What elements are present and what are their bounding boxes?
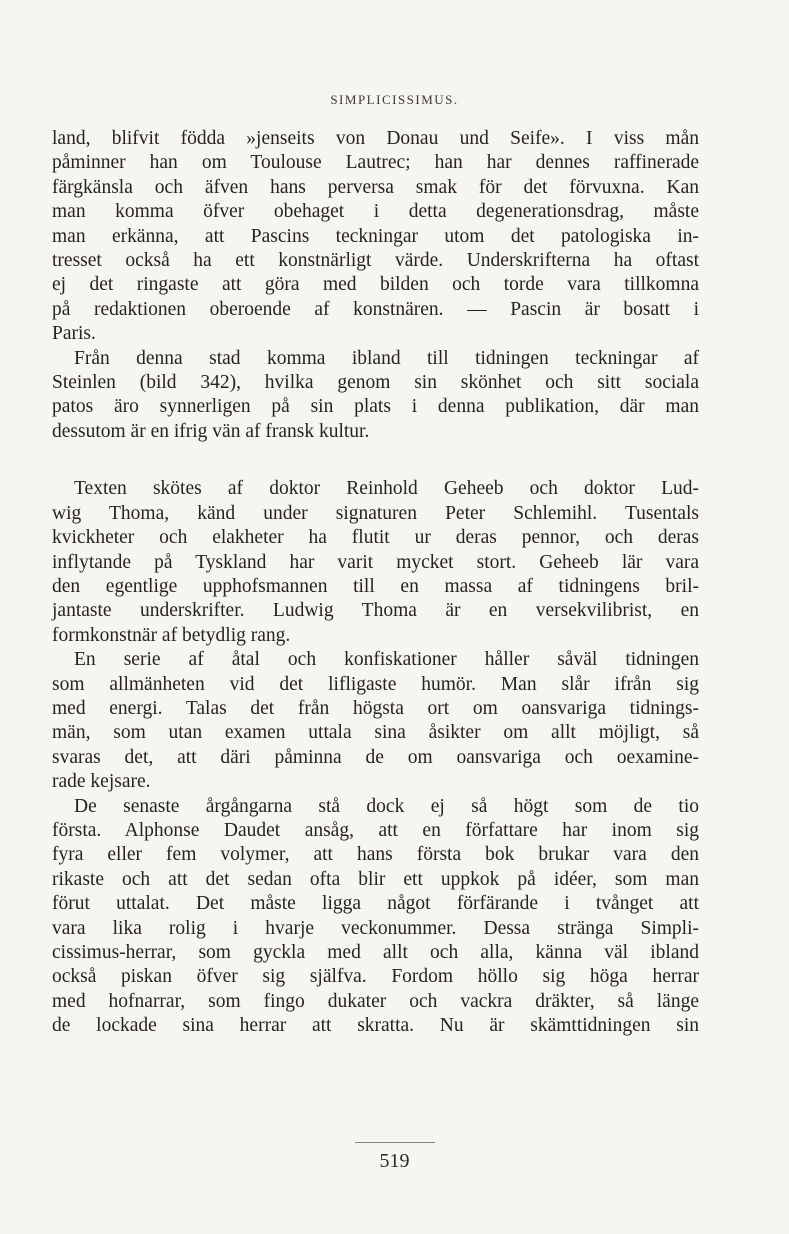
text-line: formkonstnär af betydlig rang.: [52, 624, 291, 646]
text-line: En serie af åtal och konfiskationer håller såväl tidningen: [74, 649, 699, 671]
paragraph-3: [52, 477, 699, 648]
text-line: svaras det, att däri påminna de om oansvariga och oexamine-: [52, 746, 699, 768]
text-line: på redaktionen oberoende af konstnären. — Pascin är bosatt i: [52, 298, 699, 320]
text-line: Texten skötes af doktor Reinhold Geheeb och doktor Lud-: [74, 478, 699, 500]
page-number: 519: [379, 1150, 410, 1172]
paragraph-2: [52, 347, 699, 445]
text-line: de lockade sina herrar att skratta. Nu är skämttidningen sin: [52, 1015, 699, 1037]
text-line: med energi. Talas det från högsta ort om oansvariga tidnings-: [52, 697, 699, 719]
text-line: också piskan öfver sig själfva. Fordom höllo sig höga herrar: [52, 966, 699, 988]
text-line: ej det ringaste att göra med bilden och torde vara tillkomna: [52, 274, 699, 296]
text-line: dessutom är en ifrig vän af fransk kultur.: [52, 420, 370, 442]
running-head: SIMPLICISSIMUS.: [330, 92, 459, 107]
paragraph-4: [52, 648, 699, 794]
text-line: vara lika rolig i hvarje veckonummer. Dessa stränga Simpli-: [52, 917, 699, 939]
text-line: rade kejsare.: [52, 771, 151, 793]
text-line: rikaste och att det sedan ofta blir ett uppkok på idéer, som man: [52, 868, 699, 890]
text-line: man komma öfver obehaget i detta degenerationsdrag, måste: [52, 201, 699, 223]
text-line: jantaste underskrifter. Ludwig Thoma är en versekvilibrist, en: [52, 600, 699, 622]
text-line: land, blifvit födda »jenseits von Donau und Seife». I viss mån: [52, 128, 699, 149]
text-line: första. Alphonse Daudet ansåg, att en författare har inom sig: [52, 819, 699, 841]
text-line: som allmänheten vid det lifligaste humör. Man slår ifrån sig: [52, 673, 699, 695]
text-line: färgkänsla och äfven hans perversa smak för det förvuxna. Kan: [52, 176, 699, 198]
text-line: med hofnarrar, som fingo dukater och vackra dräkter, så länge: [52, 990, 699, 1012]
text-line: Från denna stad komma ibland till tidningen teckningar af: [74, 347, 699, 369]
paragraph-5: [52, 795, 699, 1039]
text-line: cissimus-herrar, som gyckla med allt och alla, känna väl ibland: [52, 942, 699, 963]
text-line: wig Thoma, känd under signaturen Peter Schlemihl. Tusentals: [52, 502, 699, 524]
text-line: den egentlige upphofsmannen till en massa af tidningens bril-: [52, 575, 699, 597]
text-line: Paris.: [52, 323, 96, 345]
text-line: tresset också ha ett konstnärligt värde. Underskrifterna ha oftast: [52, 250, 699, 272]
text-line: påminner han om Toulouse Lautrec; han har dennes raffinerade: [52, 152, 699, 174]
text-line: kvickheter och elakheter ha flutit ur deras pennor, och deras: [52, 527, 699, 549]
text-line: patos äro synnerligen på sin plats i denna publikation, där man: [52, 396, 699, 418]
text-line: inflytande på Tyskland har varit mycket stort. Geheeb lär vara: [52, 551, 699, 573]
text-line: förut uttalat. Det måste ligga något förfärande i tvånget att: [52, 893, 699, 915]
paragraph-1: [52, 127, 699, 347]
text-line: Steinlen (bild 342), hvilka genom sin skönhet och sitt sociala: [52, 372, 699, 394]
footer-divider: [0, 1142, 789, 1143]
text-line: fyra eller fem volymer, att hans första bok brukar vara den: [52, 844, 699, 866]
body-text: [52, 127, 699, 1039]
section-gap: [52, 444, 699, 477]
text-line: man erkänna, att Pascins teckningar utom det patologiska in-: [52, 225, 699, 247]
text-line: De senaste årgångarna stå dock ej så högt som de tio: [74, 795, 699, 817]
text-line: män, som utan examen uttala sina åsikter om allt möjligt, så: [52, 722, 699, 744]
